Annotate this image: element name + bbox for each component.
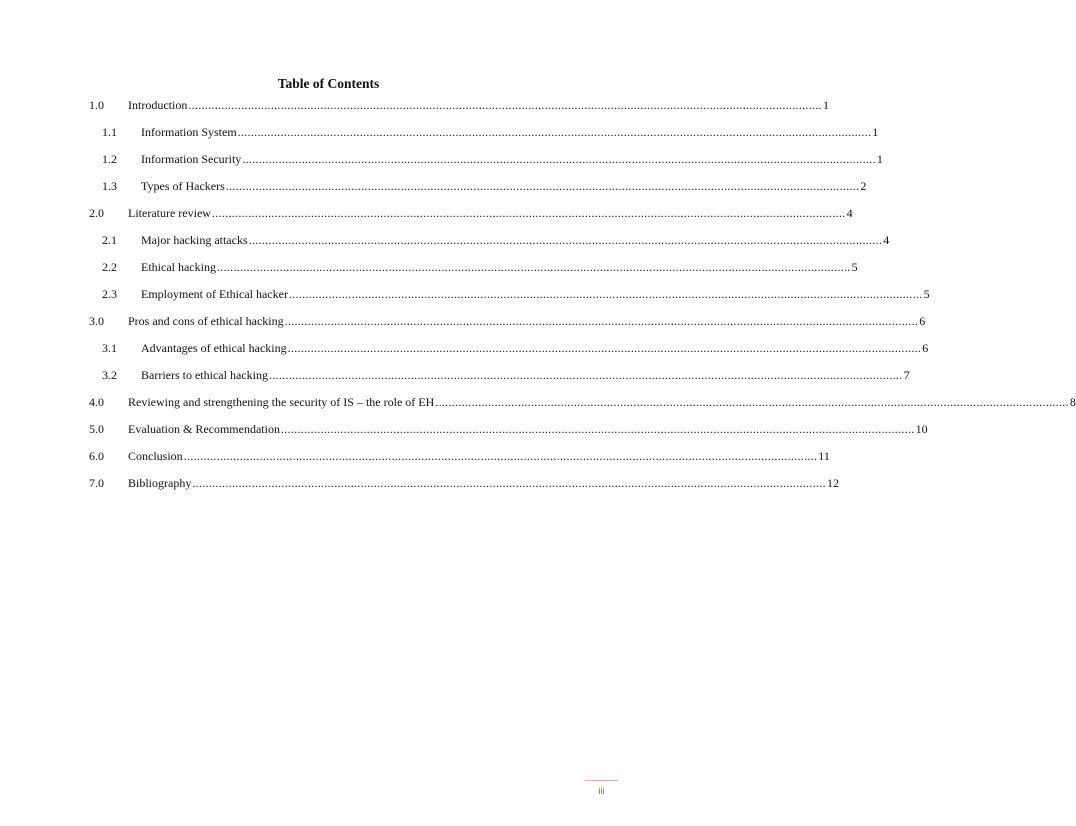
- toc-title: Table of Contents: [277, 76, 380, 91]
- toc-entry-title[interactable]: Introduction: [128, 98, 188, 112]
- toc-entry-line: [141, 366, 910, 384]
- toc-entry-title[interactable]: Literature review: [128, 206, 211, 220]
- toc-entry-line: [128, 96, 829, 114]
- toc-entry-line: [141, 123, 879, 141]
- toc-entry[interactable]: [0, 177, 867, 195]
- toc-entry-page: 10: [915, 422, 928, 436]
- toc-entry-title[interactable]: Information System: [141, 125, 237, 139]
- toc-entry[interactable]: [0, 150, 883, 168]
- toc-entry[interactable]: [0, 204, 853, 222]
- toc-entry-page: 5: [923, 287, 930, 301]
- toc-entry-title[interactable]: Major hacking attacks: [141, 233, 248, 247]
- toc-entry-line: [141, 231, 890, 249]
- toc-entry-page: 1: [872, 125, 879, 139]
- toc-entry-leader: ................................................................................................................................................................................................: [242, 152, 876, 166]
- toc-entry-title[interactable]: Conclusion: [128, 449, 183, 463]
- toc-entry-line: [128, 312, 926, 330]
- toc-entry-line: [141, 258, 858, 276]
- toc-entry-leader: ................................................................................................................................................................................................: [225, 179, 860, 193]
- toc-entry-number: 1.2: [102, 152, 117, 166]
- toc-entry-number: 2.2: [102, 260, 117, 274]
- toc-entry[interactable]: [0, 285, 930, 303]
- toc-entry-leader: ................................................................................................................................................................................................: [284, 314, 919, 328]
- toc-entry-page: 4: [846, 206, 853, 220]
- toc-entry[interactable]: [0, 420, 928, 438]
- toc-entry-page: 5: [851, 260, 858, 274]
- toc-entry-line: [128, 447, 830, 465]
- toc-entry-number: 1.0: [89, 98, 104, 112]
- toc-entry-number: 3.2: [102, 368, 117, 382]
- toc-entry-page: 6: [919, 314, 926, 328]
- toc-entry-title[interactable]: Bibliography: [128, 476, 192, 490]
- toc-entry-line: [128, 474, 839, 492]
- toc-entry-page: 12: [826, 476, 839, 490]
- toc-entry-page: 4: [883, 233, 890, 247]
- toc-entry[interactable]: [0, 393, 1076, 411]
- toc-entry-page: 1: [822, 98, 829, 112]
- toc-entry[interactable]: [0, 312, 926, 330]
- toc-entry-page: 7: [903, 368, 910, 382]
- toc-entry-page: 11: [818, 449, 830, 463]
- toc-entry[interactable]: [0, 474, 839, 492]
- toc-entry-page: 2: [860, 179, 867, 193]
- toc-entry-title[interactable]: Advantages of ethical hacking: [141, 341, 287, 355]
- toc-entry-number: 1.3: [102, 179, 117, 193]
- toc-entry-leader: ................................................................................................................................................................................................: [268, 368, 903, 382]
- toc-entry-title[interactable]: Reviewing and strengthening the security of IS – the role of EH: [128, 395, 435, 409]
- toc-entry-leader: ................................................................................................................................................................................................: [248, 233, 883, 247]
- toc-entry-leader: ................................................................................................................................................................................................: [435, 395, 1069, 409]
- toc-entry-leader: ................................................................................................................................................................................................: [188, 98, 822, 112]
- toc-entry[interactable]: [0, 366, 910, 384]
- toc-entry-title[interactable]: Barriers to ethical hacking: [141, 368, 268, 382]
- toc-entry-page: 8: [1069, 395, 1076, 409]
- toc-entry-line: [141, 177, 867, 195]
- toc-entry-number: 4.0: [89, 395, 104, 409]
- toc-entry[interactable]: [0, 96, 829, 114]
- toc-entry[interactable]: [0, 231, 890, 249]
- toc-entry-line: [141, 150, 883, 168]
- toc-entry-leader: ................................................................................................................................................................................................: [280, 422, 915, 436]
- toc-entry-title[interactable]: Ethical hacking: [141, 260, 216, 274]
- toc-entry-line: [128, 420, 928, 438]
- toc-entry-title[interactable]: Evaluation & Recommendation: [128, 422, 280, 436]
- toc-entry-number: 6.0: [89, 449, 104, 463]
- toc-entry-line: [128, 393, 1076, 411]
- toc-entry-number: 3.1: [102, 341, 117, 355]
- toc-entry[interactable]: [0, 258, 858, 276]
- toc-entry-number: 7.0: [89, 476, 104, 490]
- toc-entry-title[interactable]: Pros and cons of ethical hacking: [128, 314, 284, 328]
- toc-entry-title[interactable]: Employment of Ethical hacker: [141, 287, 288, 301]
- toc-entry-line: [141, 339, 929, 357]
- toc-entry-number: 2.1: [102, 233, 117, 247]
- toc-entry-leader: ................................................................................................................................................................................................: [237, 125, 872, 139]
- toc-entry-page: 1: [876, 152, 883, 166]
- toc-entry-title[interactable]: Information Security: [141, 152, 242, 166]
- toc-entry-number: 1.1: [102, 125, 117, 139]
- page-number: iii: [598, 786, 605, 796]
- toc-entry[interactable]: [0, 339, 929, 357]
- toc-entry[interactable]: [0, 123, 879, 141]
- toc-entry-leader: ................................................................................................................................................................................................: [211, 206, 846, 220]
- toc-entry-number: 2.0: [89, 206, 104, 220]
- toc-entry-leader: ................................................................................................................................................................................................: [183, 449, 818, 463]
- toc-entry-leader: ................................................................................................................................................................................................: [287, 341, 922, 355]
- toc-entry-line: [141, 285, 930, 303]
- toc-entry-leader: ................................................................................................................................................................................................: [216, 260, 851, 274]
- toc-entry-leader: ................................................................................................................................................................................................: [192, 476, 826, 490]
- toc-entry-leader: ................................................................................................................................................................................................: [288, 287, 923, 301]
- toc-entry-number: 3.0: [89, 314, 104, 328]
- page-footer-rule: [585, 780, 618, 781]
- toc-entry-line: [128, 204, 853, 222]
- toc-entry-number: 2.3: [102, 287, 117, 301]
- toc-entry-title[interactable]: Types of Hackers: [141, 179, 225, 193]
- toc-entry[interactable]: [0, 447, 830, 465]
- toc-entry-page: 6: [922, 341, 929, 355]
- toc-entry-number: 5.0: [89, 422, 104, 436]
